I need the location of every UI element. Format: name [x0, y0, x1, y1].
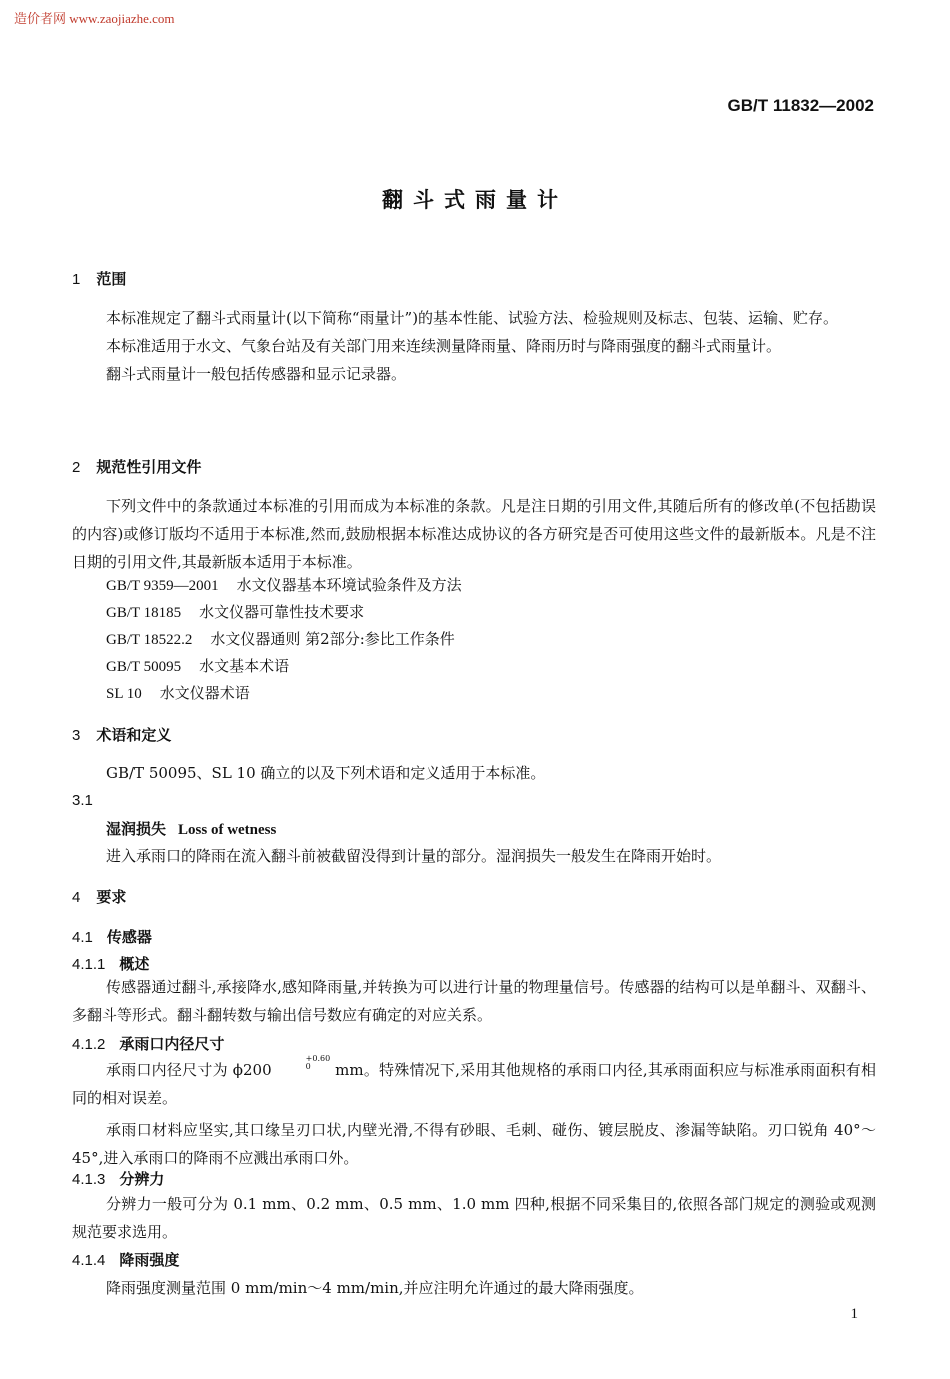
section-title: 术语和定义 [96, 726, 172, 744]
reference-item [106, 655, 289, 676]
term-chinese: 湿润损失 [106, 820, 167, 838]
ref-name: 水文基本术语 [199, 657, 290, 675]
paragraph: 翻斗式雨量计一般包括传感器和显示记录器。 [106, 365, 407, 383]
clause-4-1-2-body [72, 1055, 876, 1172]
paragraph: 本标准适用于水文、气象台站及有关部门用来连续测量降雨量、降雨历时与降雨强度的翻斗式雨量计。 [106, 337, 782, 355]
clause-4-1-3-heading [72, 1168, 164, 1189]
section-title: 规范性引用文件 [96, 458, 202, 476]
watermark: 造价者网 www.zaojiazhe.com [14, 11, 175, 26]
paragraph: 降雨强度测量范围 0 mm/min～4 mm/min,并应注明允许通过的最大降雨强度。 [106, 1279, 644, 1297]
clause-title: 承雨口内径尺寸 [119, 1035, 225, 1053]
ref-code: GB/T 18522.2 [106, 632, 193, 648]
clause-title: 降雨强度 [119, 1251, 180, 1269]
clause-number: 4.1.1 [72, 956, 106, 973]
tolerance-lower: 0 [305, 1062, 311, 1071]
ref-code: SL 10 [106, 686, 142, 702]
clause-title: 概述 [119, 955, 150, 973]
section-2-body [72, 492, 876, 576]
clause-title: 传感器 [106, 928, 152, 946]
ref-code: GB/T 18185 [106, 605, 182, 621]
section-1-heading [72, 268, 126, 289]
reference-item [106, 601, 364, 622]
clause-number: 4.1.4 [72, 1252, 106, 1269]
clause-4-1-3-body [72, 1190, 876, 1246]
clause-4-1-2-heading [72, 1033, 224, 1054]
clause-number: 4.1.2 [72, 1036, 106, 1053]
ref-name: 水文仪器术语 [159, 684, 250, 702]
document-title: 翻斗式雨量计 [382, 188, 568, 212]
clause-number: 4.1 [72, 929, 93, 946]
text-run: 承雨口内径尺寸为 ϕ200 [106, 1061, 272, 1079]
paragraph: 下列文件中的条款通过本标准的引用而成为本标准的条款。凡是注日期的引用文件,其随后所有的修改单(不包括勘误的内容)或修订版均不适用于本标准,然而,鼓励根据本标准达成协议的各方研究是否可使用这些文件的最新版本。凡是不注日期的引用文件,其最新版本适用于本标准。 [72, 497, 876, 571]
section-4-heading [72, 886, 126, 907]
reference-item [106, 628, 455, 649]
term-entry [106, 818, 276, 839]
ref-code: GB/T 9359—2001 [106, 578, 219, 594]
section-number: 2 [72, 459, 81, 476]
paragraph: 传感器通过翻斗,承接降水,感知降雨量,并转换为可以进行计量的物理量信号。传感器的结构可以是单翻斗、双翻斗、多翻斗等形式。翻斗翻转数与输出信号数应有确定的对应关系。 [72, 978, 876, 1024]
ref-code: GB/T 50095 [106, 659, 182, 675]
section-1-body [72, 304, 876, 388]
text-run: mm。特殊情况下,采用其他规格的承雨口内径,其承雨面积应与标准承雨面积有相同的相对误差。 [72, 1061, 877, 1107]
paragraph [72, 1055, 876, 1112]
section-number: 1 [72, 271, 81, 288]
clause-number: 3.1 [72, 792, 93, 809]
clause-4-1-4-heading [72, 1249, 179, 1270]
reference-item [106, 682, 250, 703]
ref-name: 水文仪器通则 第2部分:参比工作条件 [210, 630, 455, 648]
reference-item [106, 574, 462, 595]
ref-name: 水文仪器可靠性技术要求 [199, 603, 365, 621]
section-title: 要求 [96, 888, 127, 906]
section-2-heading [72, 456, 201, 477]
section-title: 范围 [96, 270, 127, 288]
section-number: 4 [72, 889, 81, 906]
paragraph: 本标准规定了翻斗式雨量计(以下简称“雨量计”)的基本性能、试验方法、检验规则及标志、包装、运输、贮存。 [106, 309, 839, 327]
paragraph: 分辨力一般可分为 0.1 mm、0.2 mm、0.5 mm、1.0 mm 四种,根据不同采集目的,依照各部门规定的测验或观测规范要求选用。 [72, 1195, 876, 1241]
term-number [72, 791, 93, 809]
clause-4-1-heading [72, 926, 152, 947]
section-number: 3 [72, 727, 81, 744]
term-definition: 进入承雨口的降雨在流入翻斗前被截留没得到计量的部分。湿润损失一般发生在降雨开始时。 [106, 847, 722, 865]
page-number: 1 [850, 1306, 858, 1322]
clause-title: 分辨力 [119, 1170, 165, 1188]
term-english: Loss of wetness [178, 822, 277, 838]
paragraph: 承雨口材料应坚实,其口缘呈刃口状,内壁光滑,不得有砂眼、毛刺、碰伤、镀层脱皮、渗漏等缺陷。刃口锐角 40°～45°,进入承雨口的降雨不应溅出承雨口外。 [72, 1121, 876, 1167]
tolerance-upper: +0.60 [305, 1054, 331, 1063]
paragraph: GB/T 50095、SL 10 确立的以及下列术语和定义适用于本标准。 [106, 764, 546, 782]
ref-name: 水文仪器基本环境试验条件及方法 [236, 576, 462, 594]
section-3-heading [72, 724, 171, 745]
clause-4-1-1-body [72, 973, 876, 1029]
standard-number: GB/T 11832—2002 [727, 96, 874, 115]
clause-number: 4.1.3 [72, 1171, 106, 1188]
clause-4-1-1-heading [72, 953, 149, 974]
tolerance [272, 1055, 331, 1071]
